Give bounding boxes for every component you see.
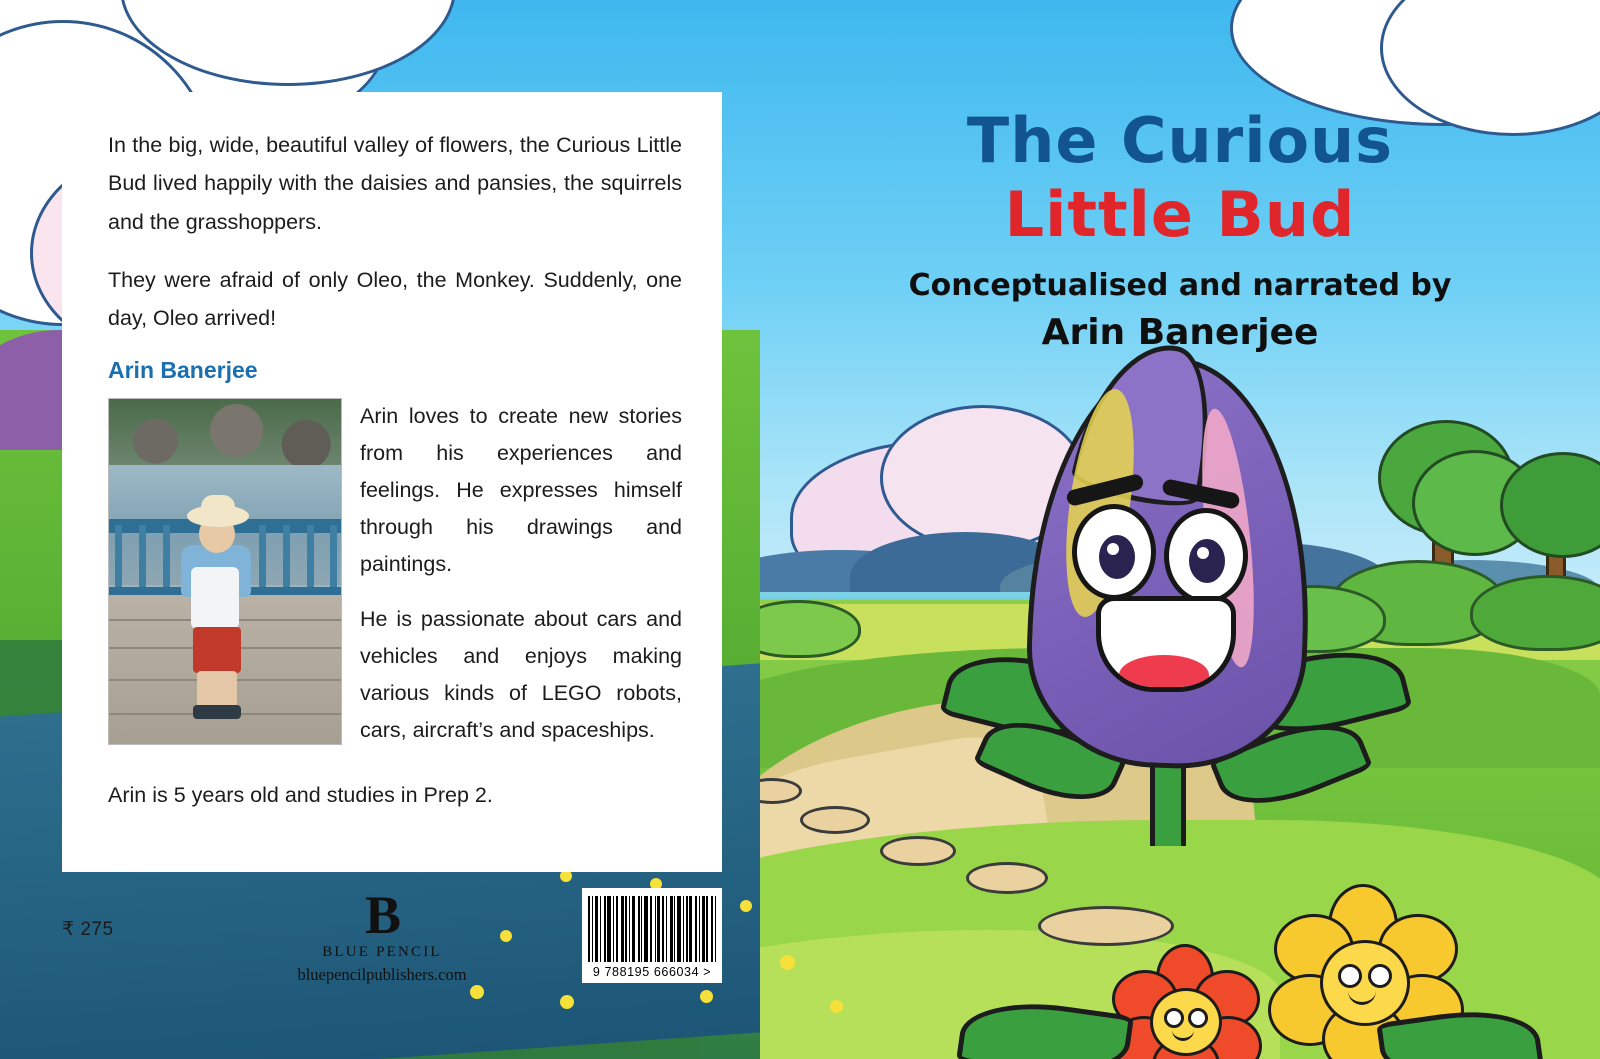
isbn-number: 9 788195 666034 > <box>592 965 712 979</box>
flower-eye <box>1188 1008 1208 1028</box>
publisher-mark: B <box>364 885 400 945</box>
bud-tongue <box>1119 655 1209 692</box>
back-cover-text-panel <box>62 92 722 872</box>
flower-dot <box>740 900 752 912</box>
publisher-name: BLUE PENCIL <box>322 944 442 960</box>
publisher-url: bluepencilpublishers.com <box>297 965 467 984</box>
bud-eye-left <box>1072 504 1156 600</box>
bud-eye-right <box>1164 508 1248 604</box>
bush <box>1470 575 1600 651</box>
stepping-stone <box>1038 906 1174 946</box>
photo-boy-shorts <box>193 627 241 673</box>
flower-dot <box>780 955 795 970</box>
flower-center <box>1150 988 1222 1056</box>
photo-boy-legs <box>197 671 237 707</box>
flower-eye <box>1338 964 1362 988</box>
stepping-stone <box>800 806 870 834</box>
flower-dot <box>830 1000 843 1013</box>
isbn-barcode <box>582 888 722 983</box>
stepping-stone <box>966 862 1048 894</box>
bio-paragraph-2: He is passionate about cars and vehicles and enjoys making various kinds of LEGO robots, cars, aircraft’s and spaceships. <box>360 607 682 743</box>
bud-eye-glint <box>1107 543 1119 555</box>
flower-dot <box>700 990 713 1003</box>
bud-pupil-left <box>1099 535 1135 579</box>
barcode-bars <box>588 896 716 962</box>
bio-paragraph-1: Arin loves to create new stories from his experiences and feelings. He expresses himself through his drawings and paintings. <box>360 404 682 577</box>
book-title-line-1: The Curious <box>966 104 1394 177</box>
credit-line-1: Conceptualised and narrated by <box>908 268 1452 303</box>
price-label: ₹ 275 <box>62 919 114 940</box>
author-photo <box>108 398 342 745</box>
photo-rocks <box>109 399 341 469</box>
curious-little-bud-character <box>1010 358 1340 778</box>
blurb-paragraph-2: They were afraid of only Oleo, the Monkey. Suddenly, one day, Oleo arrived! <box>108 267 682 331</box>
stepping-stone <box>880 836 956 866</box>
credit-line-2: Arin Banerjee <box>1041 312 1319 353</box>
red-flower <box>1108 948 1258 1059</box>
flower-center <box>1320 940 1410 1026</box>
book-title-line-2: Little Bud <box>1004 178 1356 251</box>
publisher-logo <box>262 885 502 985</box>
flower-eye <box>1164 1008 1184 1028</box>
flower-dot <box>560 995 574 1009</box>
blurb-paragraph-1: In the big, wide, beautiful valley of flowers, the Curious Little Bud lived happily with the daisies and pansies, the squirrels and the grasshoppers. <box>108 133 682 234</box>
author-heading: Arin Banerjee <box>108 357 258 384</box>
bio-paragraph-3: Arin is 5 years old and studies in Prep 2. <box>108 783 493 808</box>
flower-eye <box>1368 964 1392 988</box>
bud-eye-glint <box>1197 547 1209 559</box>
photo-boy-shoes <box>193 705 241 719</box>
bud-mouth <box>1096 596 1236 692</box>
photo-boy-top <box>191 567 239 629</box>
flower-dot <box>470 985 484 999</box>
author-bio-section <box>108 398 682 767</box>
bud-pupil-right <box>1189 539 1225 583</box>
